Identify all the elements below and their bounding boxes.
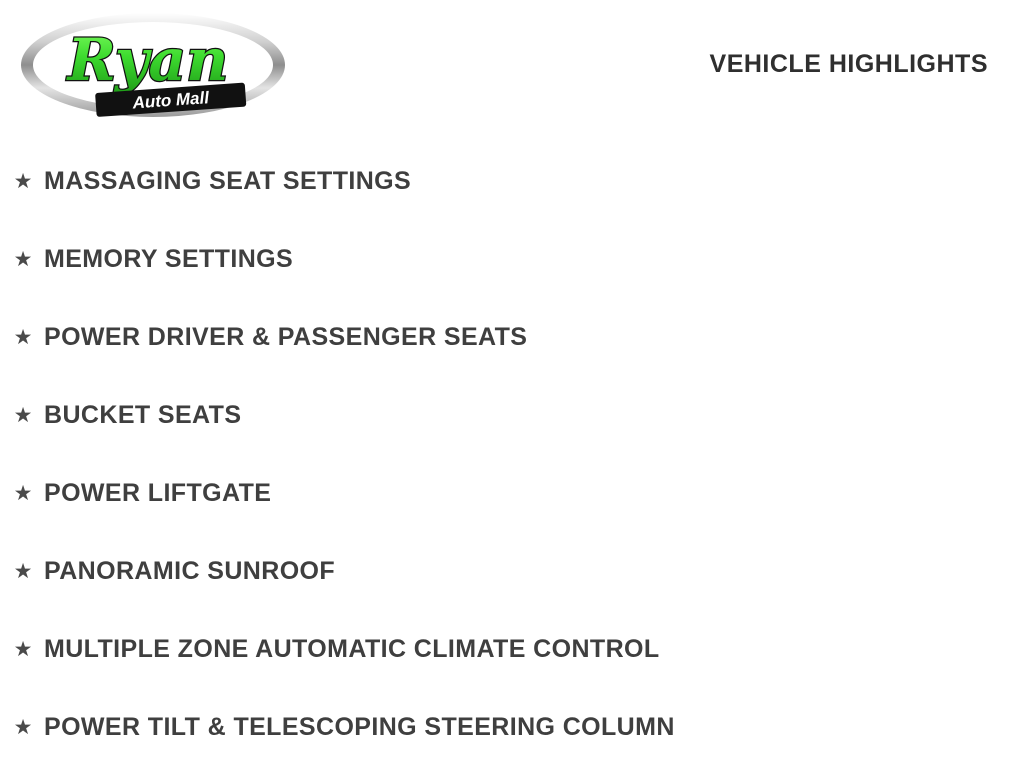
star-bullet-icon: ★ bbox=[13, 559, 33, 583]
list-item bbox=[0, 220, 1024, 298]
list-item bbox=[0, 376, 1024, 454]
highlight-label: MASSAGING SEAT SETTINGS bbox=[44, 166, 412, 195]
star-bullet-icon: ★ bbox=[13, 481, 33, 505]
list-item bbox=[0, 610, 1024, 688]
page-title: VEHICLE HIGHLIGHTS bbox=[709, 50, 988, 78]
list-item bbox=[0, 298, 1024, 376]
star-bullet-icon: ★ bbox=[13, 637, 33, 661]
list-item bbox=[0, 532, 1024, 610]
star-bullet-icon: ★ bbox=[13, 325, 33, 349]
vehicle-highlights-list bbox=[0, 142, 1024, 766]
highlight-label: POWER LIFTGATE bbox=[44, 478, 272, 507]
highlight-label: POWER TILT & TELESCOPING STEERING COLUMN bbox=[44, 712, 675, 741]
highlight-label: PANORAMIC SUNROOF bbox=[44, 556, 336, 585]
list-item bbox=[0, 142, 1024, 220]
star-bullet-icon: ★ bbox=[13, 715, 33, 739]
dealer-logo bbox=[18, 8, 288, 123]
highlight-label: MULTIPLE ZONE AUTOMATIC CLIMATE CONTROL bbox=[44, 634, 660, 663]
star-bullet-icon: ★ bbox=[13, 247, 33, 271]
svg-text:Ryan: Ryan bbox=[67, 26, 229, 94]
page-header bbox=[0, 0, 1024, 130]
highlight-label: POWER DRIVER & PASSENGER SEATS bbox=[44, 322, 528, 351]
highlight-label: BUCKET SEATS bbox=[44, 400, 242, 429]
svg-text:Auto Mall: Auto Mall bbox=[131, 88, 210, 113]
highlight-label: MEMORY SETTINGS bbox=[44, 244, 294, 273]
star-bullet-icon: ★ bbox=[13, 403, 33, 427]
list-item bbox=[0, 688, 1024, 766]
list-item bbox=[0, 454, 1024, 532]
star-bullet-icon: ★ bbox=[13, 169, 33, 193]
